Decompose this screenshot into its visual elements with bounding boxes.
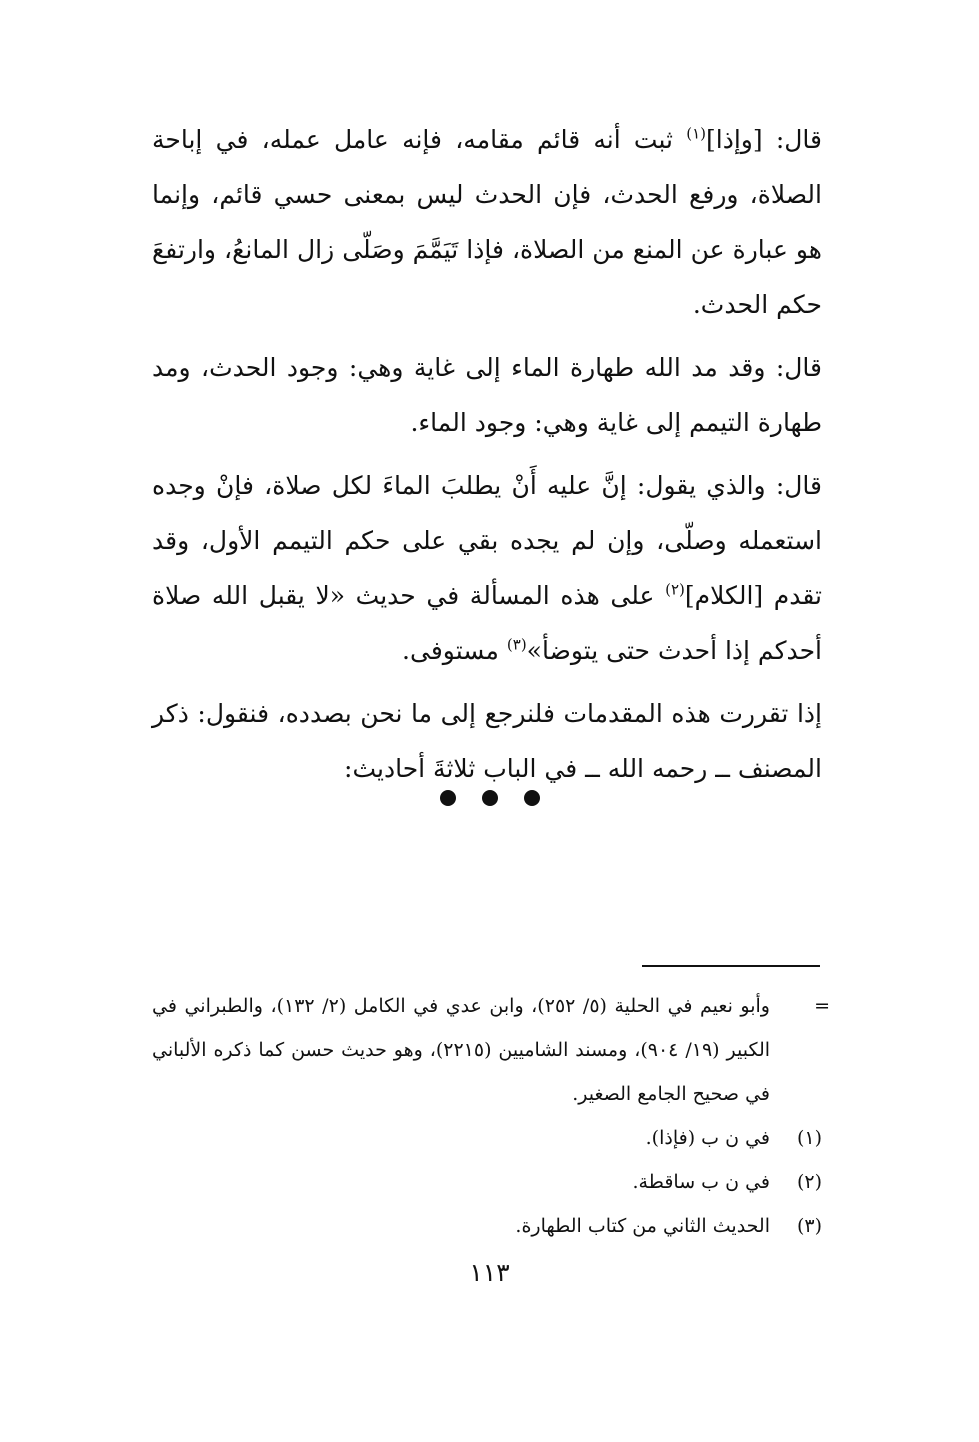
- paragraph-1: قال: [وإذا]$^{(١)}$ ثبت أنه قائم مقامه، فإنه عامل عمله، في إباحة الصلاة، ورفع الحدث، فإن الحدث ليس بمعنى حسي قائم، وإنما هو عبارة عن المنع من الصلاة، فإذا تَيَمَّمَ وصَلّى زال المانعُ، وارتفعَ حكم الحدث.: [152, 124, 822, 319]
- footnote-1: [152, 1116, 822, 1160]
- footnote-2: [152, 1160, 822, 1204]
- footnote-number: (١): [796, 1127, 822, 1149]
- footnotes: [152, 984, 830, 1248]
- footnote-ref-3[interactable]: (٣): [506, 635, 527, 654]
- footnote-text: في ن ب ساقطة.: [632, 1171, 770, 1193]
- paragraph-2: قال: وقد مد الله طهارة الماء إلى غاية وهي: وجود الحدث، ومد طهارة التيمم إلى غاية وهي: وجود الماء.: [152, 353, 822, 437]
- paragraph-3: قال: والذي يقول: إنَّ عليه أَنْ يطلبَ الماءَ لكل صلاة، فإنْ وجده استعمله وصلّى، وإن لم يجده بقي على حكم التيمم الأول، وقد تقدم [الكلام]$^{(٢)}$ على هذه المسألة في حديث «لا يقبل الله صلاة أحدكم إذا أحدث حتى يتوضأ»$^{(٣)}$ مستوفى.: [152, 471, 822, 665]
- section-separator: [440, 790, 540, 806]
- footnote-text: الحديث الثاني من كتاب الطهارة.: [515, 1215, 770, 1237]
- footnote-continuation: [152, 984, 830, 1116]
- footnote-ref-1[interactable]: (١): [686, 124, 706, 143]
- footnote-number: (٢): [796, 1171, 822, 1193]
- footnote-number: (٣): [796, 1215, 822, 1237]
- footnote-ref-2[interactable]: (٢): [665, 580, 685, 599]
- separator-dot-icon: [524, 790, 540, 806]
- footnote-text: في ن ب (فإذا).: [645, 1127, 770, 1149]
- footnote-divider: [642, 965, 820, 967]
- main-text: [152, 112, 822, 796]
- paragraph-4: إذا تقررت هذه المقدمات فلنرجع إلى ما نحن بصدده، فنقول: ذكر المصنف ــ رحمه الله ــ في الباب ثلاثةَ أحاديث:: [152, 699, 822, 783]
- footnote-3: [152, 1204, 822, 1248]
- continuation-mark: =: [814, 995, 830, 1017]
- separator-dot-icon: [482, 790, 498, 806]
- footnote-continuation-text: وأبو نعيم في الحلية (٥/ ٢٥٢)، وابن عدي في الكامل (٢/ ١٣٢)، والطبراني في الكبير (١٩/ ٩٠٤)، ومسند الشاميين (٢٢١٥)، وهو حديث حسن كما ذكره الألباني في صحيح الجامع الصغير.: [152, 995, 771, 1105]
- page-number: ١١٣: [469, 1258, 510, 1287]
- separator-dot-icon: [440, 790, 456, 806]
